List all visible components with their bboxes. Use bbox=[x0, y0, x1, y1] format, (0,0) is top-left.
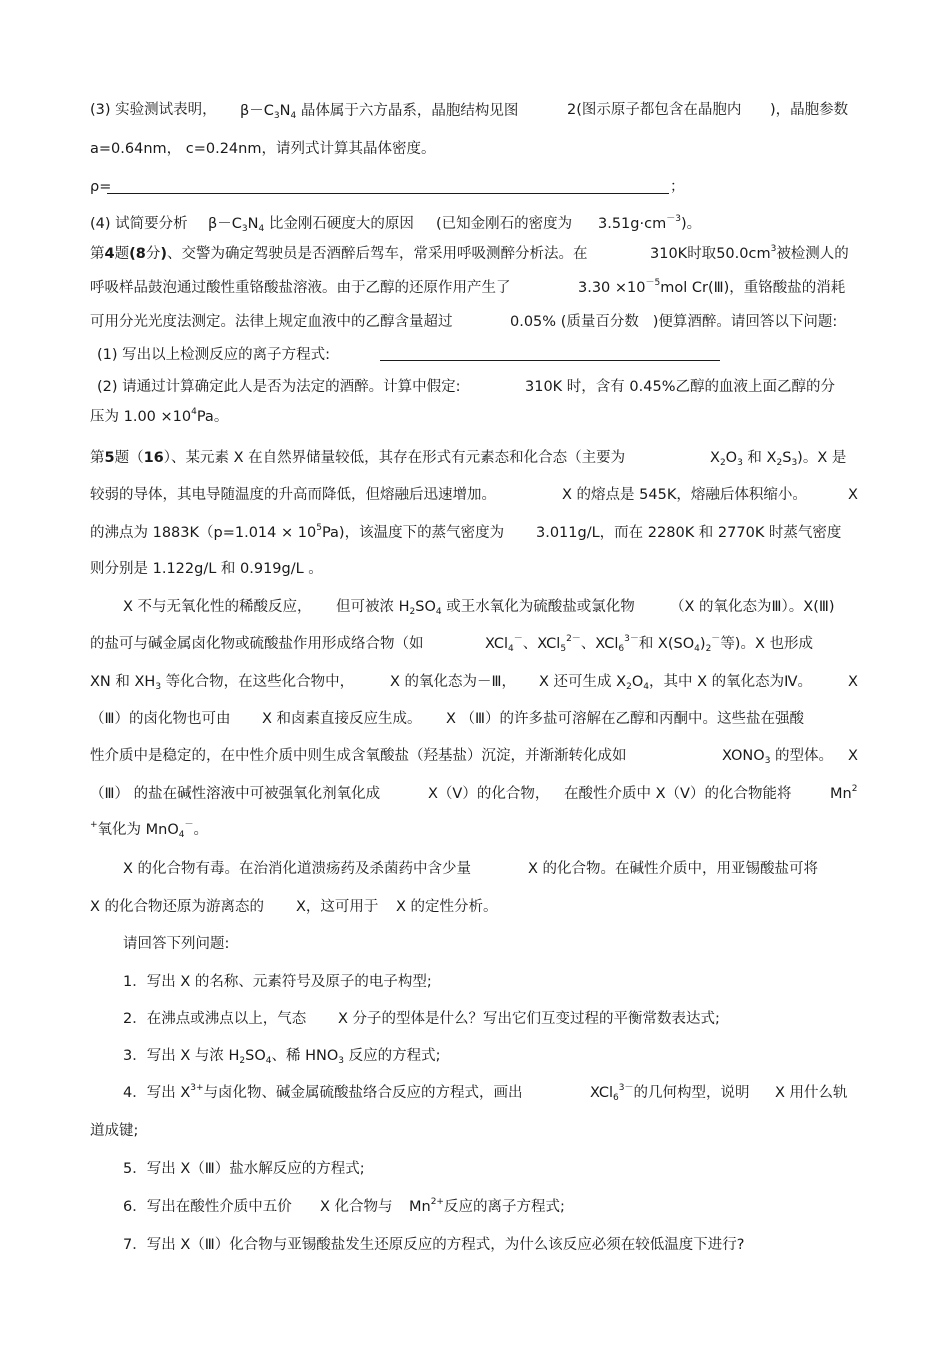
p5-line2: 较弱的导体，其电导随温度的升高而降低，但熔融后迅速增加。 bbox=[90, 487, 496, 503]
p4-sub2-tail: 310K 时，含有 0.45%乙醇的血液上面乙醇的分 bbox=[525, 379, 835, 395]
p4-line2: 呼吸样品鼓泡通过酸性重铬酸盐溶液。由于乙醇的还原作用产生了 bbox=[90, 280, 511, 296]
p6-line6: （Ⅲ） 的盐在碱性溶液中可被强氧化剂氧化成 bbox=[90, 786, 381, 802]
p5-line3-tail: 3.011g/L，而在 2280K 和 2770K 时蒸气密度 bbox=[536, 525, 842, 541]
question-4-line2: 道成键; bbox=[90, 1123, 139, 1139]
p6-line4-tail: X （Ⅲ）的许多盐可溶解在乙醇和丙酮中。这些盐在强酸 bbox=[446, 711, 805, 727]
p4-line1-tail: 310K时取$50.0cm^3$被检测人的 bbox=[650, 244, 849, 262]
p5-line1: 第5题（16）、某元素 X 在自然界储量较低，其存在形式有元素态和化合态（主要为 bbox=[90, 450, 626, 466]
question-4-tail: X 用什么轨 bbox=[775, 1085, 848, 1101]
q3-line2: a=0.64nm， c=0.24nm，请列式计算其晶体密度。 bbox=[90, 141, 436, 157]
q3-text-a: (3) 实验测试表明， bbox=[90, 102, 217, 118]
p6-line3-mid: X 的氧化态为－Ⅲ， bbox=[390, 674, 517, 690]
q3-formula: $\beta-C_3N_4$ 晶体属于六方晶系，晶胞结构见图 bbox=[240, 103, 519, 121]
p6-line2: 的盐可与碱金属卤化物或硫酸盐作用形成络合物（如 bbox=[90, 636, 424, 652]
questions-intro: 请回答下列问题: bbox=[123, 936, 230, 952]
p6-line3-tail: X bbox=[848, 674, 858, 690]
p5-line1-tail: $X_2O_3$ 和 $X_2S_3$)。X 是 bbox=[710, 450, 847, 468]
p4-line3: 可用分光光度法测定。法律上规定血液中的乙醇含量超过 bbox=[90, 314, 453, 330]
question-2: 2．在沸点或沸点以上，气态 bbox=[123, 1011, 307, 1027]
p4-sub2: (2) 请通过计算确定此人是否为法定的酒醉。计算中假定: bbox=[97, 379, 461, 395]
p5-line2-tail: X bbox=[848, 487, 858, 503]
question-2-tail: X 分子的型体是什么？写出它们互变过程的平衡常数表达式; bbox=[338, 1011, 720, 1027]
p5-line4: 则分别是 1.122g/L 和 0.919g/L 。 bbox=[90, 561, 323, 577]
p6-line4: （Ⅲ）的卤化物也可由 bbox=[90, 711, 231, 727]
question-5: 5．写出 X（Ⅲ）盐水解反应的方程式; bbox=[123, 1161, 365, 1177]
answer-line-ionic-equation[interactable] bbox=[380, 360, 720, 361]
p7-line2-mid: X，这可用于 bbox=[296, 899, 379, 915]
rho-semicolon: ； bbox=[670, 179, 685, 195]
question-4-mid: XCl$_6^{3-}$的几何构型，说明 bbox=[590, 1083, 750, 1103]
question-7: 7．写出 X（Ⅲ）化合物与亚锡酸盐发生还原反应的方程式，为什么该反应必须在较低温度下进行? bbox=[123, 1237, 745, 1253]
p4-sub2-line2: 压为 $1.00 \times 10^4Pa$。 bbox=[90, 407, 229, 425]
p6-line2-tail: XCl$_4$－、XCl$_5^{2-}$、XCl$_6^{3-}$和 $X(SO_4)_2^-$等)。X 也形成 bbox=[485, 634, 814, 654]
p4-sub1: (1) 写出以上检测反应的离子方程式: bbox=[97, 347, 331, 363]
question-3: 3．写出 X 与浓 $H_2SO_4$、稀 $HNO_3$ 反应的方程式; bbox=[123, 1048, 441, 1066]
p6-line3-mid2: X 还可生成 $X_2O_4$，其中 X 的氧化态为Ⅳ。 bbox=[539, 674, 813, 692]
q4-part-line: (4) 试简要分析 bbox=[90, 216, 188, 232]
p4-line1: 第4题(8分)、交警为确定驾驶员是否酒醉后驾车，常采用呼吸测醉分析法。在 bbox=[90, 246, 588, 262]
q4-part-e: $3.51g\cdot cm^{-3}$)。 bbox=[598, 214, 702, 232]
p6-line6-tail: Mn$^2$ bbox=[830, 784, 858, 802]
p6-line1: X 不与无氧化性的稀酸反应， bbox=[123, 599, 312, 615]
p6-line6-mid: X（Ⅴ）的化合物， bbox=[428, 786, 550, 802]
question-6-tail: $Mn^{2+}$反应的离子方程式; bbox=[409, 1197, 565, 1215]
p4-line3-tail: 0.05% (质量百分数 )便算酒醉。请回答以下问题: bbox=[510, 314, 838, 330]
rho-label: ρ= bbox=[90, 179, 112, 195]
p6-line5-tail: $XONO_3$ 的型体。 bbox=[722, 748, 834, 766]
answer-line-rho[interactable] bbox=[107, 193, 669, 194]
p6-line3: XN 和 $XH_3$ 等化合物，在这些化合物中， bbox=[90, 674, 355, 692]
p6-line1-mid: 但可被浓 $H_2SO_4$ 或王水氧化为硫酸盐或氯化物 bbox=[336, 599, 635, 617]
question-4: 4．写出 $X^{3+}$与卤化物、碱金属硫酸盐络合反应的方程式，画出 bbox=[123, 1083, 523, 1101]
question-6: 6．写出在酸性介质中五价 bbox=[123, 1199, 292, 1215]
p7-line1-tail: X 的化合物。在碱性介质中，用亚锡酸盐可将 bbox=[528, 861, 819, 877]
p5-line2-mid: X 的熔点是 545K，熔融后体积缩小。 bbox=[562, 487, 807, 503]
p7-line2: X 的化合物还原为游离态的 bbox=[90, 899, 265, 915]
p6-line6-mid2: 在酸性介质中 X（Ⅴ）的化合物能将 bbox=[564, 786, 792, 802]
q4-part-d: (已知金刚石的密度为 bbox=[436, 216, 573, 232]
q4-part-formula: $\beta-C_3N_4$ 比金刚石硬度大的原因 bbox=[208, 216, 414, 234]
p6-line4-mid: X 和卤素直接反应生成。 bbox=[262, 711, 422, 727]
q3-text-e: )，晶胞参数 bbox=[770, 102, 849, 118]
p5-line3: 的沸点为 $1883K(p=1.014 \times 10^5Pa)$，该温度下的蒸气密度为 bbox=[90, 523, 505, 541]
p7-line1: X 的化合物有毒。在治消化道溃疡药及杀菌药中含少量 bbox=[123, 861, 472, 877]
question-1: 1．写出 X 的名称、元素符号及原子的电子构型; bbox=[123, 974, 432, 990]
p6-line5: 性介质中是稳定的，在中性介质中则生成含氧酸盐（羟基盐）沉淀，并渐渐转化成如 bbox=[90, 748, 627, 764]
q3-line1 bbox=[90, 100, 217, 120]
p4-line2-tail: $3.30 \times 10^{-5}mol$ Cr(Ⅲ)，重铬酸盐的消耗 bbox=[578, 278, 846, 296]
question-6-mid: X 化合物与 bbox=[320, 1199, 393, 1215]
p6-line5-x: X bbox=[848, 748, 858, 764]
p7-line2-tail: X 的定性分析。 bbox=[396, 899, 498, 915]
q3-text-d: 2(图示原子都包含在晶胞内 bbox=[567, 102, 742, 118]
p6-line1-tail: （X 的氧化态为Ⅲ）。X(Ⅲ) bbox=[670, 599, 835, 615]
p6-line7: +氧化为 MnO$_4$－。 bbox=[90, 820, 209, 840]
